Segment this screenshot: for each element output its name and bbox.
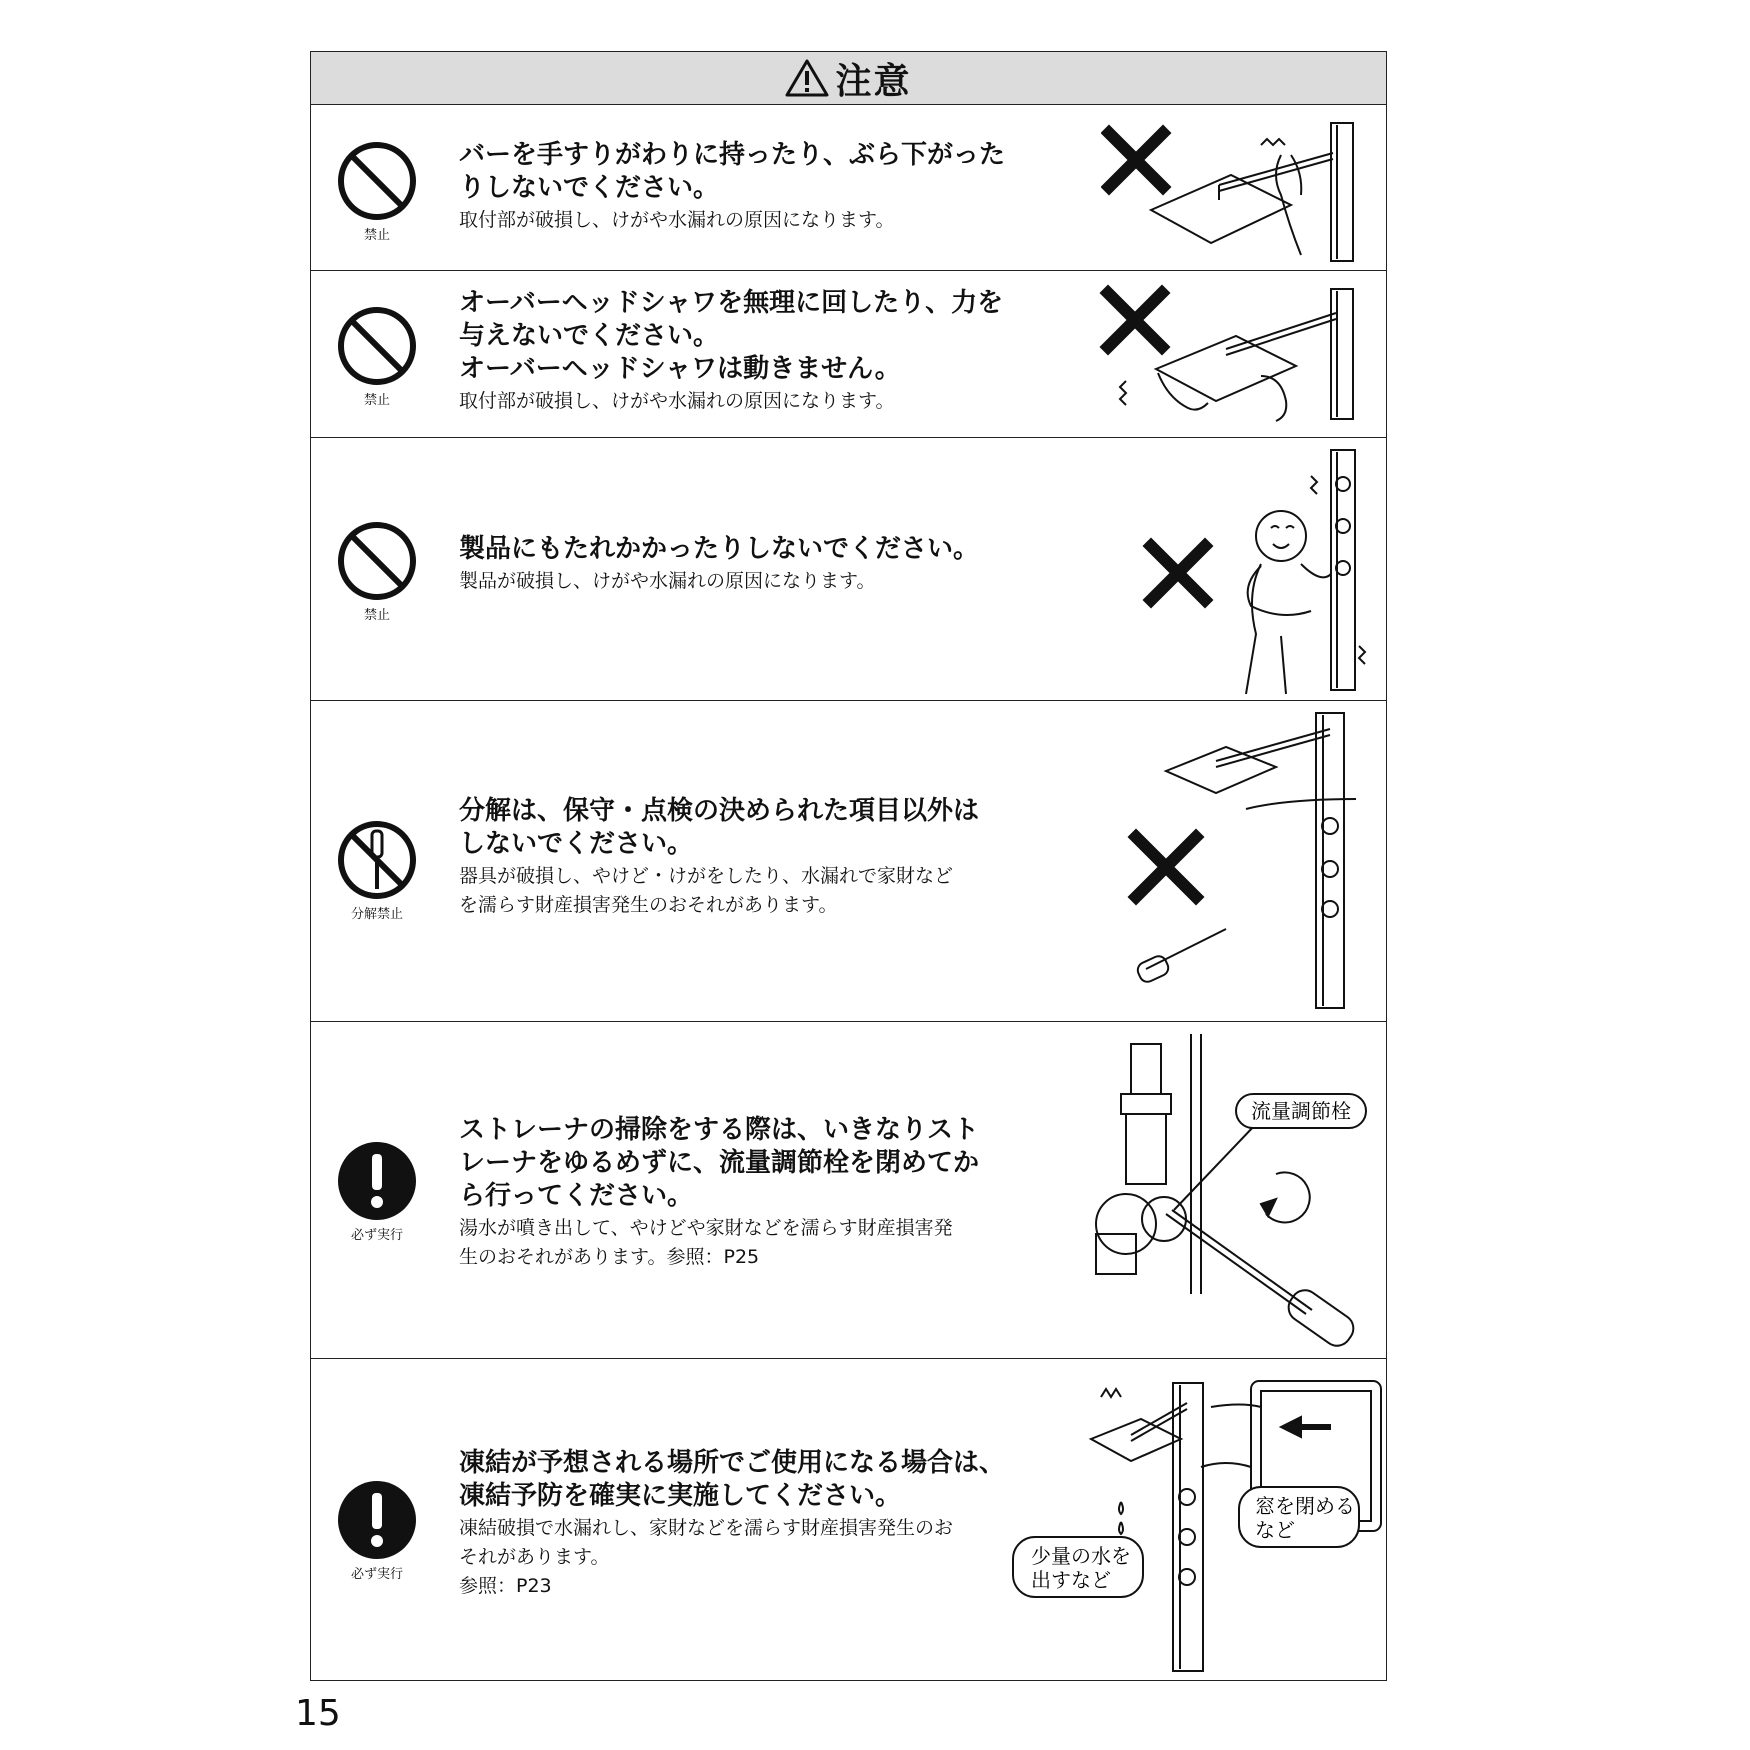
note-line: 湯水が噴き出して、やけどや家財などを濡らす財産損害発 bbox=[459, 1217, 953, 1239]
note-line: を濡らす財産損害発生のおそれがあります。 bbox=[459, 894, 838, 916]
headline-line: ら行ってください。 bbox=[459, 1181, 694, 1211]
prohibition-icon bbox=[336, 520, 418, 602]
note-line: 生のおそれがあります。参照：P25 bbox=[459, 1246, 760, 1268]
headline-line: バーを手すりがわりに持ったり、ぶら下がった bbox=[459, 140, 1006, 170]
headline-line: 与えないでください。 bbox=[459, 321, 720, 351]
caution-row bbox=[311, 1022, 1386, 1359]
mandatory-action-icon bbox=[336, 1479, 418, 1561]
symbol-label: 禁止 bbox=[363, 608, 390, 623]
caution-text bbox=[459, 139, 1029, 234]
illustration-disassembly bbox=[1116, 709, 1376, 1014]
symbol-label: 必ず実行 bbox=[350, 1228, 403, 1243]
headline-line: りしないでください。 bbox=[459, 173, 720, 203]
note-line: 凍結破損で水漏れし、家財などを濡らす財産損害発生のお bbox=[459, 1517, 954, 1539]
headline-line: オーバーヘッドシャワを無理に回したり、力を bbox=[459, 288, 1004, 318]
caution-header bbox=[311, 52, 1386, 105]
headline-line: 製品にもたれかかったりしないでください。 bbox=[459, 534, 980, 564]
caution-row bbox=[311, 701, 1386, 1022]
prohibition-symbol bbox=[336, 520, 418, 623]
warning-triangle-icon bbox=[785, 58, 829, 98]
caution-text bbox=[459, 795, 1029, 919]
mandatory-symbol bbox=[336, 1479, 418, 1582]
caution-text bbox=[459, 1447, 1029, 1600]
note-line: 参照：P23 bbox=[459, 1575, 552, 1597]
note-line: それがあります。 bbox=[459, 1546, 610, 1568]
callout-close-window: 窓を閉める bbox=[1255, 1494, 1355, 1518]
caution-text bbox=[459, 1114, 1029, 1271]
no-disassembly-symbol bbox=[336, 819, 418, 922]
callout-run-water: 少量の水を bbox=[1031, 1544, 1131, 1568]
note-line: 取付部が破損し、けがや水漏れの原因になります。 bbox=[459, 209, 895, 231]
caution-row bbox=[311, 105, 1386, 271]
illustration-strainer bbox=[1086, 1034, 1376, 1354]
symbol-label: 禁止 bbox=[363, 228, 390, 243]
caution-text bbox=[459, 533, 1029, 595]
illustration-freeze-prevention bbox=[1011, 1367, 1386, 1672]
symbol-label: 分解禁止 bbox=[350, 907, 403, 922]
headline-line: しないでください。 bbox=[459, 829, 694, 859]
headline-line: 凍結が予想される場所でご使用になる場合は、 bbox=[459, 1448, 1006, 1478]
prohibition-symbol bbox=[336, 305, 418, 408]
symbol-label: 禁止 bbox=[363, 393, 390, 408]
page-number: 15 bbox=[295, 1693, 341, 1734]
callout-run-water: 出すなど bbox=[1031, 1568, 1111, 1592]
illustration-lean-product bbox=[1131, 446, 1386, 696]
headline-line: 凍結予防を確実に実施してください。 bbox=[459, 1481, 902, 1511]
illustration-hang-bar bbox=[1101, 115, 1381, 265]
caution-row bbox=[311, 1359, 1386, 1680]
headline-line: 分解は、保守・点検の決められた項目以外は bbox=[459, 796, 980, 826]
caution-box bbox=[310, 51, 1387, 1681]
headline-line: オーバーヘッドシャワは動きません。 bbox=[459, 354, 901, 384]
headline-line: レーナをゆるめずに、流量調節栓を閉めてか bbox=[459, 1148, 980, 1178]
illustration-twist-shower bbox=[1086, 281, 1381, 431]
prohibition-icon bbox=[336, 140, 418, 222]
prohibition-icon bbox=[336, 305, 418, 387]
prohibition-symbol bbox=[336, 140, 418, 243]
caution-title: 注意 bbox=[835, 60, 912, 102]
note-line: 製品が破損し、けがや水漏れの原因になります。 bbox=[459, 570, 876, 592]
caution-row bbox=[311, 438, 1386, 701]
note-line: 器具が破損し、やけど・けがをしたり、水漏れで家財など bbox=[459, 865, 954, 887]
mandatory-symbol bbox=[336, 1140, 418, 1243]
note-line: 取付部が破損し、けがや水漏れの原因になります。 bbox=[459, 390, 895, 412]
caution-text bbox=[459, 287, 1029, 415]
headline-line: ストレーナの掃除をする際は、いきなりスト bbox=[459, 1115, 980, 1145]
no-disassembly-icon bbox=[336, 819, 418, 901]
mandatory-action-icon bbox=[336, 1140, 418, 1222]
callout-flow-valve: 流量調節栓 bbox=[1251, 1099, 1351, 1123]
caution-row bbox=[311, 271, 1386, 438]
symbol-label: 必ず実行 bbox=[350, 1567, 403, 1582]
callout-close-window: など bbox=[1255, 1518, 1295, 1542]
